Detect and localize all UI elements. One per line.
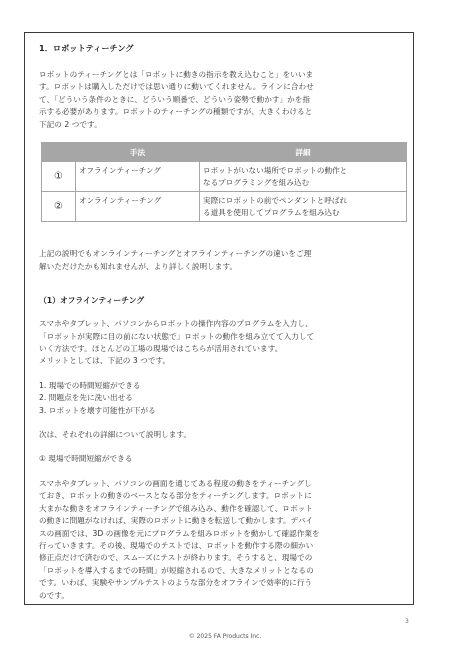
row-method: オフラインティーチング [76,162,200,192]
teaching-types-table [41,142,407,222]
merit1-line: ておき、ロボットの動きのベースとなる部分をティーチングします。ロボットに [39,491,312,501]
merit1-line: のです。 [39,590,69,600]
offline-line: スマホやタブレット、パソコンからロボットの操作内容のプログラムを入力し、 [39,319,313,329]
intro-line: て、「どういう条件のときに、どういう順番で、どういう姿勢で動かす」かを指 [39,94,311,104]
after-table-paragraph [39,248,404,273]
row-detail [200,162,407,192]
table-header-method: 手法 [76,143,200,162]
merit1-line: 修正点だけで済むので、スムーズにテストが終わります。そうすると、現場での [39,553,313,563]
subsection-title: （1）オフラインティーチング [39,296,145,306]
table-header-detail: 詳細 [200,143,407,162]
table-row [42,162,407,192]
page-number: 3 [405,618,409,625]
row-detail-line: ロボットがいない場所でロボットの動作と [203,166,348,176]
table-row [42,192,407,222]
merits-list [39,380,404,417]
row-detail-line: る道具を使用してプログラムを組み込む [203,207,340,217]
section-title: 1．ロボットティーチング [39,43,134,53]
merit1-paragraph [39,478,404,602]
merit1-line: 行っていきます。その後、現場でのテストでは、ロボットを動作する際の細かい [39,540,314,550]
table-header-row [42,143,407,162]
list-item: 1. 現場での時間短縮ができる [39,380,141,390]
after-table-line: 上記の説明でもオンラインティーチングとオフラインティーチングの違いをご理 [39,249,312,259]
row-detail-line: 実際にロボットの前でペンダントと呼ばれ [203,196,348,206]
offline-line: 「ロボットが実際に目の前にない状態で」ロボットの動作を組み立てて入力して [39,331,315,341]
merit1-line: 大まかな動きをオフラインティーチングで組み込み、動作を確認して、ロボット [39,503,313,513]
row-detail-line: なるプログラミングを組み込む [203,177,310,187]
list-item: 2. 問題点を先に洗い出せる [39,393,133,403]
intro-line: 示する必要があります。ロボットのティーチングの種類ですが、大きくわけると [39,107,313,117]
merit1-line: スの画面では、3D の画像を元にプログラムを組みロボットを動かして確認作業を [39,528,320,538]
merit1-line: スマホやタブレット、パソコンの画面を通じてある程度の動きをティーチングし [39,478,312,488]
row-number: ② [42,192,76,222]
intro-line: 下記の 2 つです。 [39,119,102,129]
copyright-notice: © 2025 FA Products Inc. [188,633,262,640]
offline-line: メリットとしては、下記の 3 つです。 [39,356,171,366]
merit1-line: の動きに問題がなければ、実際のロボットに動きを転送して動かします。デバイ [39,516,314,526]
row-detail [200,192,407,222]
table-header-num [42,143,76,162]
intro-line: す。ロボットは購入しただけでは思い通りに動いてくれません。ラインに合わせ [39,82,314,92]
offline-paragraph [39,318,404,368]
merit1-line: 「ロボットを導入するまでの時間」が短縮されるので、大きなメリットとなるの [39,565,314,575]
intro-line: ロボットのティーチングとは「ロボットに動きの指示を教え込むこと」をいいま [39,70,314,79]
merit1-line: です。いわば、実験やサンプルテストのような部分をオフラインで効率的に行う [39,578,313,588]
list-item: 3. ロボットを壊す可能性が下がる [39,405,156,415]
merit1-title: ① 現場で時間短縮ができる [39,454,133,464]
row-method: オンラインティーチング [76,192,200,222]
intro-paragraph [39,69,404,131]
row-number: ① [42,162,76,192]
next-line: 次は、それぞれの詳細について説明します。 [39,430,192,440]
offline-line: いく方法です。ほとんどの工場の現場ではこちらが活用されています。 [39,344,283,354]
document-frame [24,32,414,605]
after-table-line: 解いただけたかも知れませんが、より詳しく説明します。 [39,261,238,271]
